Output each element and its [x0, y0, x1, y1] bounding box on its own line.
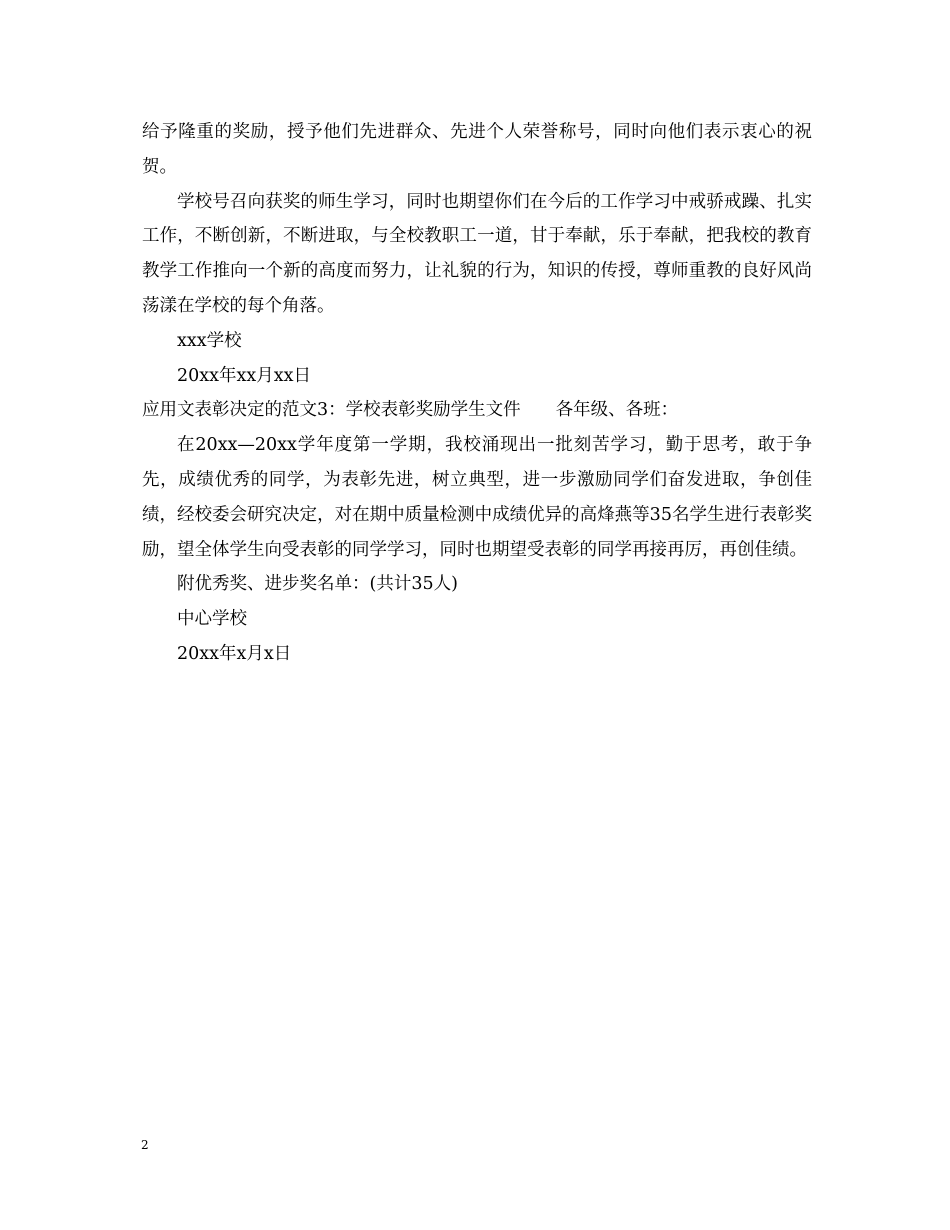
paragraph-commendation: 在20xx—20xx学年度第一学期，我校涌现出一批刻苦学习，勤于思考，敢于争先，成绩优秀的同学，为表彰先进，树立典型，进一步激励同学们奋发进取，争创佳绩，经校委会研究决定，对在期中质量检测中成绩优异的高烽燕等35名学生进行表彰奖励，望全体学生向受表彰的同学学习，同时也期望受表彰的同学再接再厉，再创佳绩。	[142, 435, 812, 560]
signature-center-school: 中心学校	[177, 609, 247, 630]
signature-date: 20xx年xx月xx日	[177, 365, 311, 386]
document-body	[142, 115, 812, 672]
attachment-note: 附优秀奖、进步奖名单：(共计35人)	[177, 574, 458, 595]
sample-heading: 应用文表彰决定的范文3：学校表彰奖励学生文件 各年级、各班：	[142, 400, 679, 421]
page-number: 2	[141, 1138, 149, 1152]
paragraph-call-to-learn: 学校号召向获奖的师生学习，同时也期望你们在今后的工作学习中戒骄戒躁、扎实工作，不断创新，不断进取，与全校教职工一道，甘于奉献，乐于奉献，把我校的教育教学工作推向一个新的高度而努力，让礼貌的行为，知识的传授，尊师重教的良好风尚荡漾在学校的每个角落。	[142, 191, 812, 316]
signature-date-2: 20xx年x月x日	[177, 643, 292, 664]
paragraph-award-conclusion: 给予隆重的奖励，授予他们先进群众、先进个人荣誉称号，同时向他们表示衷心的祝贺。	[142, 122, 812, 177]
signature-school: xxx学校	[177, 330, 242, 351]
